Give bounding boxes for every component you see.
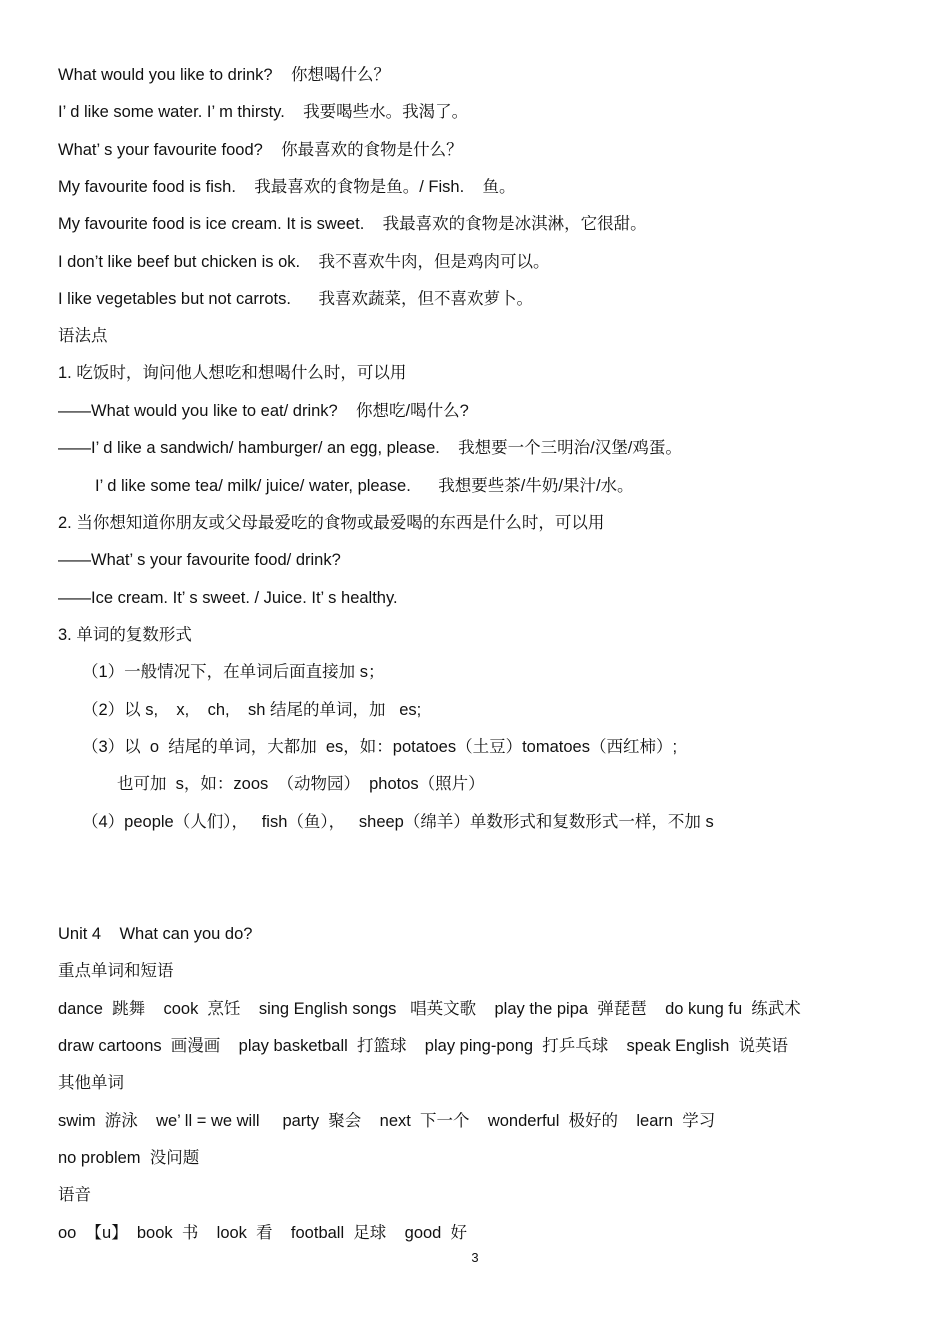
text-line: ——What would you like to eat/ drink? 你想吃/喝什么?	[58, 402, 469, 420]
text-line: 3. 单词的复数形式	[58, 626, 192, 644]
text-line: What’ s your favourite food? 你最喜欢的食物是什么？	[58, 141, 463, 159]
text-line: ——What’ s your favourite food/ drink?	[58, 551, 341, 569]
list-item: 也可加 s，如：zoos （动物园） photos（照片）	[117, 775, 485, 793]
list-item: （1）一般情况下，在单词后面直接加 s；	[82, 663, 385, 681]
text-line: I’ d like some tea/ milk/ juice/ water, please. 我想要些茶/牛奶/果汁/水。	[95, 477, 634, 495]
text-line: I don’t like beef but chicken is ok. 我不喜欢牛肉，但是鸡肉可以。	[58, 253, 550, 271]
list-item: （3）以 o 结尾的单词，大都加 es，如：potatoes（土豆）tomatoes（西红柿）;	[82, 738, 678, 756]
text-line: ——Ice cream. It’ s sweet. / Juice. It’ s healthy.	[58, 589, 398, 607]
text-line: My favourite food is ice cream. It is sweet. 我最喜欢的食物是冰淇淋，它很甜。	[58, 215, 647, 233]
text-line: draw cartoons 画漫画 play basketball 打篮球 play ping-pong 打乒乓球 speak English 说英语	[58, 1037, 788, 1055]
section-heading: 重点单词和短语	[58, 962, 174, 980]
text-line: swim 游泳 we’ ll = we will party 聚会 next 下一个 wonderful 极好的 learn 学习	[58, 1112, 716, 1130]
text-line: I’ d like some water. I’ m thirsty. 我要喝些水。我渴了。	[58, 103, 469, 121]
list-item: （4）people（人们）， fish（鱼）， sheep（绵羊）单数形式和复数形式一样，不加 s	[82, 813, 714, 831]
section-heading: 其他单词	[58, 1074, 124, 1092]
text-line: My favourite food is fish. 我最喜欢的食物是鱼。/ Fish. 鱼。	[58, 178, 516, 196]
page-number: 3	[471, 1250, 479, 1265]
text-line: 2. 当你想知道你朋友或父母最爱吃的食物或最爱喝的东西是什么时，可以用	[58, 514, 605, 532]
section-heading: 语音	[58, 1186, 91, 1204]
text-line: oo 【u】 book 书 look 看 football 足球 good 好	[58, 1224, 468, 1242]
text-line: I like vegetables but not carrots. 我喜欢蔬菜，但不喜欢萝卜。	[58, 290, 533, 308]
text-line: 1. 吃饭时，询问他人想吃和想喝什么时，可以用	[58, 364, 407, 382]
text-line: no problem 没问题	[58, 1149, 200, 1167]
section-heading: 语法点	[58, 327, 108, 345]
text-line: dance 跳舞 cook 烹饪 sing English songs 唱英文歌 play the pipa 弹琵琶 do kung fu 练武术	[58, 1000, 801, 1018]
text-line: What would you like to drink? 你想喝什么？	[58, 66, 390, 84]
text-line: ——I’ d like a sandwich/ hamburger/ an egg, please. 我想要一个三明治/汉堡/鸡蛋。	[58, 439, 682, 457]
list-item: （2）以 s, x, ch, sh 结尾的单词，加 es;	[82, 701, 422, 719]
unit-title: Unit 4 What can you do?	[58, 925, 253, 943]
